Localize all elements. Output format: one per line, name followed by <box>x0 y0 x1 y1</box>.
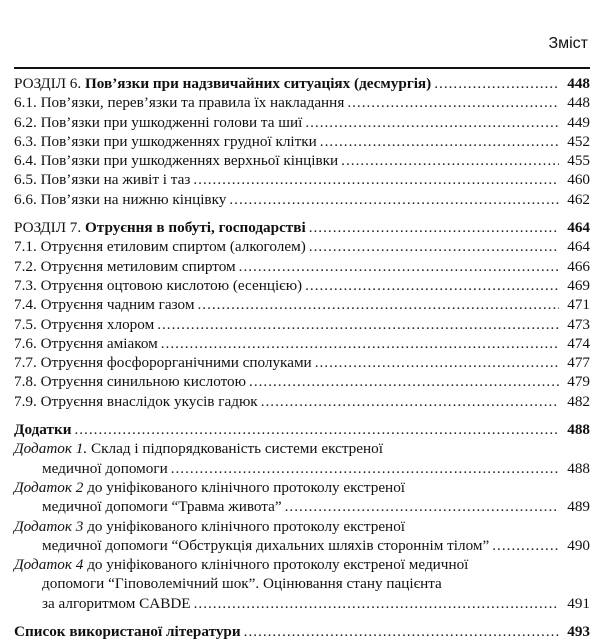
leader-dots <box>244 622 559 641</box>
appendix-text: за алгоритмом CABDE <box>42 594 191 612</box>
leader-dots <box>74 420 559 439</box>
appendices-heading[interactable] <box>14 420 590 439</box>
leader-dots <box>239 257 559 276</box>
toc-entry-7-3[interactable] <box>14 276 590 295</box>
entry-title: Отруєння метиловим спиртом <box>40 257 236 275</box>
appendix-text: до уніфікованого клінічного протоколу екстреної <box>83 478 406 496</box>
references-title: Список використаної літератури <box>14 623 241 641</box>
leader-dots <box>305 276 559 295</box>
appendix-1-entry[interactable] <box>14 439 590 478</box>
entry-title: Пов’язки при ушкодженні голови та шиї <box>40 113 303 131</box>
entry-number: 7.4. <box>14 296 37 314</box>
appendix-text: до уніфікованого клінічного протоколу екстреної медичної <box>83 556 469 574</box>
references-heading[interactable] <box>14 622 590 641</box>
page-number: 452 <box>567 132 590 150</box>
toc-entry-6-3[interactable] <box>14 132 590 151</box>
entry-number: 7.2. <box>14 257 37 275</box>
entry-title: Отруєння аміаком <box>40 334 158 352</box>
leader-dots <box>193 170 559 189</box>
leader-dots <box>249 372 559 391</box>
entry-title: Отруєння синильною кислотою <box>40 373 247 391</box>
entry-number: 7.1. <box>14 238 37 256</box>
entry-number: 7.5. <box>14 315 37 333</box>
page-number: 491 <box>567 594 590 612</box>
appendix-label: Додаток 1. <box>14 440 88 458</box>
leader-dots <box>320 132 559 151</box>
appendices-title: Додатки <box>14 421 72 439</box>
page-number: 455 <box>567 152 590 170</box>
appendix-3-entry[interactable] <box>14 517 590 556</box>
appendix-text: медичної допомоги <box>42 459 168 477</box>
entry-title: Отруєння внаслідок укусів гадюк <box>40 392 258 410</box>
entry-title: Отруєння хлором <box>40 315 155 333</box>
leader-dots <box>171 459 559 478</box>
appendix-4-entry[interactable] <box>14 555 590 613</box>
entry-number: 7.7. <box>14 354 37 372</box>
toc-entry-7-9[interactable] <box>14 392 590 411</box>
appendix-text: Склад і підпорядкованість системи екстреної <box>87 440 383 458</box>
page-number: 482 <box>567 392 590 410</box>
entry-number: 6.3. <box>14 132 37 150</box>
toc-entry-7-6[interactable] <box>14 334 590 353</box>
page-number: 460 <box>567 171 590 189</box>
leader-dots <box>194 594 559 613</box>
toc-entry-6-4[interactable] <box>14 151 590 170</box>
page-number: 479 <box>567 373 590 391</box>
appendix-2-entry[interactable] <box>14 478 590 517</box>
leader-dots <box>309 218 559 237</box>
page-number: 462 <box>567 190 590 208</box>
appendix-text: допомоги “Гіповолемічний шок”. Оцінювання стану пацієнта <box>42 575 442 593</box>
entry-title: Отруєння оцтовою кислотою (есенцією) <box>40 276 303 294</box>
page-number: 477 <box>567 354 590 372</box>
entry-number: 7.8. <box>14 373 37 391</box>
leader-dots <box>161 334 559 353</box>
entry-title: Отруєння фосфорорганічними сполуками <box>40 354 312 372</box>
toc-entry-6-5[interactable] <box>14 170 590 189</box>
leader-dots <box>347 93 559 112</box>
entry-number: 7.6. <box>14 334 37 352</box>
appendix-text: медичної допомоги “Обструкція дихальних шляхів стороннім тілом” <box>42 536 490 554</box>
leader-dots <box>315 353 559 372</box>
leader-dots <box>197 295 559 314</box>
page-number: 488 <box>567 421 590 439</box>
leader-dots <box>229 190 559 209</box>
section-7-heading[interactable] <box>14 218 590 237</box>
page-number: 466 <box>567 257 590 275</box>
entry-title: Отруєння етиловим спиртом (алкоголем) <box>40 238 306 256</box>
appendix-label: Додаток 2 <box>14 478 84 496</box>
page-number: 469 <box>567 276 590 294</box>
toc-entry-7-5[interactable] <box>14 315 590 334</box>
leader-dots <box>309 237 559 256</box>
leader-dots <box>492 536 559 555</box>
header-title: Зміст <box>548 35 588 52</box>
toc-entry-7-7[interactable] <box>14 353 590 372</box>
entry-title: Пов’язки на живіт і таз <box>40 171 191 189</box>
leader-dots <box>305 113 559 132</box>
toc-entry-7-4[interactable] <box>14 295 590 314</box>
appendix-text: до уніфікованого клінічного протоколу екстреної <box>83 517 406 535</box>
entry-title: Отруєння чадним газом <box>40 296 195 314</box>
entry-number: 6.6. <box>14 190 37 208</box>
entry-number: 6.2. <box>14 113 37 131</box>
page-number: 448 <box>567 94 590 112</box>
page-number: 488 <box>567 459 590 477</box>
section-6-label: РОЗДІЛ 6. <box>14 75 85 92</box>
page-number: 471 <box>567 296 590 314</box>
leader-dots <box>434 74 559 93</box>
entry-title: Пов’язки на нижню кінцівку <box>40 190 227 208</box>
entry-number: 7.3. <box>14 276 37 294</box>
toc-entry-7-8[interactable] <box>14 372 590 391</box>
leader-dots <box>261 392 559 411</box>
page-number: 449 <box>567 113 590 131</box>
leader-dots <box>157 315 559 334</box>
page-number: 474 <box>567 334 590 352</box>
appendix-label: Додаток 3 <box>14 517 84 535</box>
toc-entry-6-2[interactable] <box>14 113 590 132</box>
entry-title: Пов’язки при ушкодженнях верхньої кінцівки <box>40 152 339 170</box>
section-6-title: Пов’язки при надзвичайних ситуаціях (десмургія) <box>84 75 432 92</box>
page-number: 464 <box>567 238 590 256</box>
table-of-contents <box>14 74 590 641</box>
toc-entry-7-2[interactable] <box>14 257 590 276</box>
appendix-text: медичної допомоги “Травма живота” <box>42 498 282 516</box>
section-7-label: РОЗДІЛ 7. <box>14 219 85 237</box>
toc-entry-6-1[interactable] <box>14 93 590 112</box>
page-number: 490 <box>567 536 590 554</box>
entry-title: Пов’язки при ушкодженнях грудної клітки <box>40 132 317 150</box>
toc-entry-6-6[interactable] <box>14 190 590 209</box>
leader-dots <box>341 151 559 170</box>
entry-number: 6.5. <box>14 171 37 189</box>
entry-number: 6.1. <box>14 94 37 112</box>
page-number: 473 <box>567 315 590 333</box>
page-number: 489 <box>567 498 590 516</box>
page-header <box>14 0 590 69</box>
page-number: 448 <box>567 75 590 92</box>
section-6-heading[interactable] <box>14 74 590 93</box>
entry-number: 7.9. <box>14 392 37 410</box>
page-number: 464 <box>567 219 590 237</box>
leader-dots <box>285 497 559 516</box>
page-number: 493 <box>567 623 590 641</box>
entry-number: 6.4. <box>14 152 37 170</box>
appendix-label: Додаток 4 <box>14 556 84 574</box>
entry-title: Пов’язки, перев’язки та правила їх накладання <box>40 94 345 112</box>
section-7-title: Отруєння в побуті, господарстві <box>84 219 306 237</box>
toc-entry-7-1[interactable] <box>14 237 590 256</box>
